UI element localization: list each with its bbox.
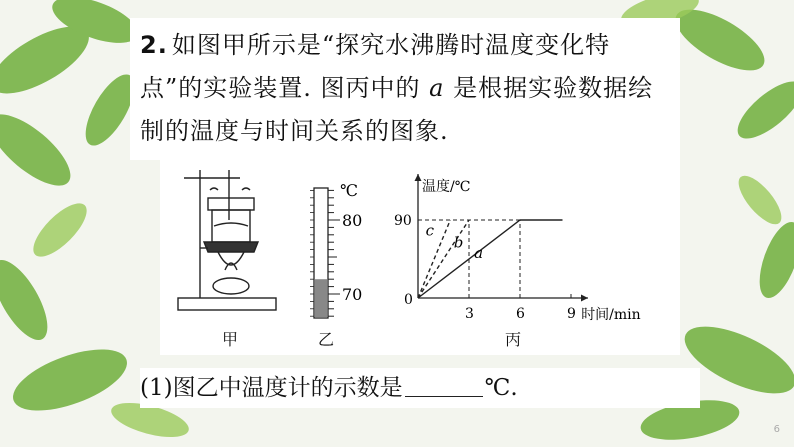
alcohol-lamp bbox=[213, 278, 249, 294]
y-axis-arrow bbox=[415, 174, 422, 181]
stand-base bbox=[178, 298, 276, 310]
y-tick-label: 90 bbox=[394, 213, 412, 229]
x-tick-label: 9 bbox=[567, 306, 576, 322]
y-axis-label: 温度/℃ bbox=[422, 179, 471, 195]
thermometer-label-80: 80 bbox=[342, 211, 363, 230]
page-number: 6 bbox=[773, 424, 780, 435]
answer-blank[interactable] bbox=[405, 371, 483, 397]
series-label-a: a bbox=[474, 244, 484, 263]
sub-question-suffix: ℃. bbox=[484, 375, 518, 401]
question-text bbox=[140, 24, 670, 153]
thermometer-label-70: 70 bbox=[342, 285, 363, 304]
question-text-part1: 如图甲所示是“探究水沸腾时温度变化特点”的实验装置. 图丙中的 bbox=[140, 31, 611, 102]
x-tick-label: 6 bbox=[516, 306, 525, 322]
thermometer-liquid bbox=[315, 279, 327, 317]
caption-yi: 乙 bbox=[318, 330, 335, 349]
x-axis-label: 时间/min bbox=[581, 307, 641, 323]
question-var-a: a bbox=[429, 74, 445, 102]
gauze bbox=[204, 242, 258, 252]
series-label-b: b bbox=[453, 233, 464, 252]
origin-label: 0 bbox=[404, 292, 413, 308]
sub-question-1 bbox=[140, 368, 700, 408]
temperature-time-chart bbox=[390, 160, 680, 330]
thermometer-figure bbox=[300, 160, 380, 320]
sub-question-prefix: (1)图乙中温度计的示数是 bbox=[140, 375, 403, 401]
caption-bing: 丙 bbox=[505, 330, 522, 349]
question-number: 2. bbox=[140, 31, 168, 59]
x-axis-arrow bbox=[581, 295, 588, 302]
caption-jia: 甲 bbox=[222, 330, 239, 349]
series-label-c: c bbox=[425, 221, 435, 240]
boiling-apparatus-figure bbox=[170, 160, 280, 320]
series-line-a bbox=[418, 220, 563, 298]
beaker bbox=[212, 210, 250, 242]
lid bbox=[208, 198, 254, 210]
x-tick-label: 3 bbox=[465, 306, 474, 322]
thermometer-unit: ℃ bbox=[340, 181, 358, 200]
question-text-part2: 是根据实验数据绘制的温度与时间关系的图象. bbox=[140, 74, 654, 145]
